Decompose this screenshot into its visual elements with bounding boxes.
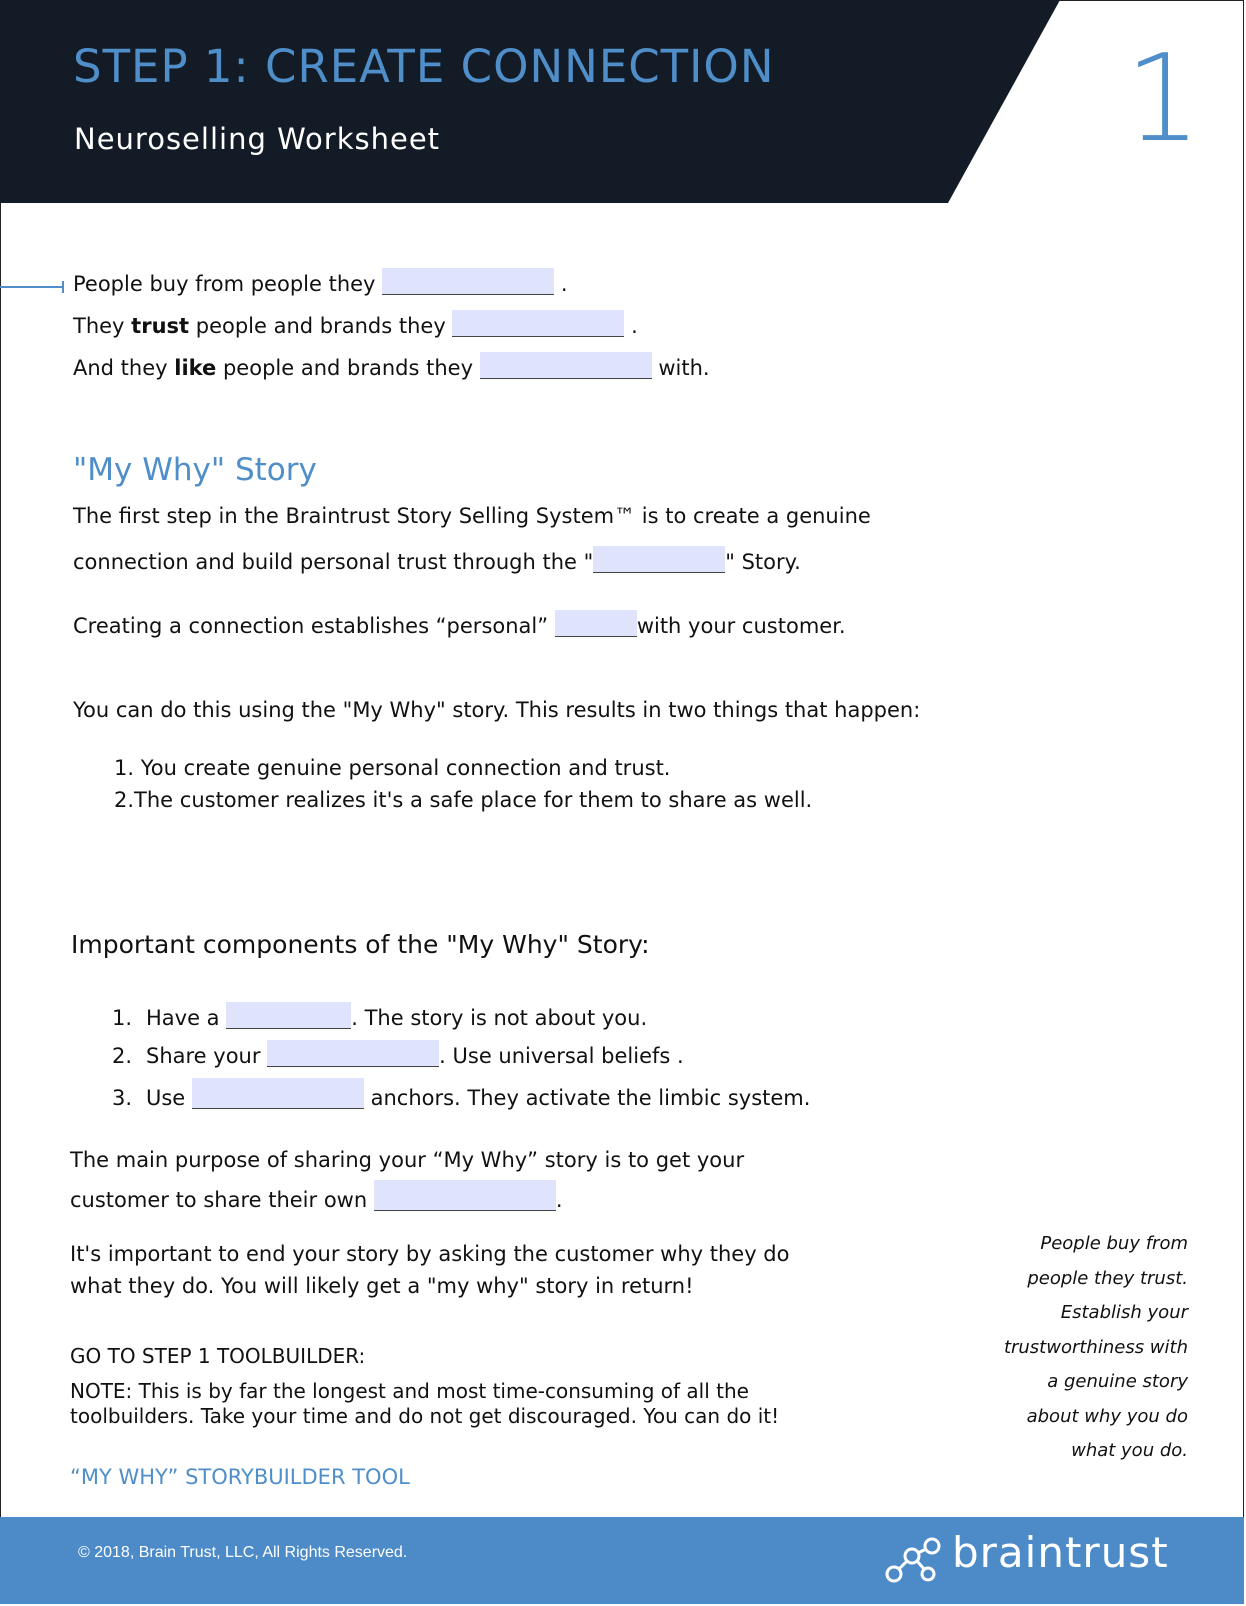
component-item-3: 3. Use anchors. They activate the limbic system. [112, 1078, 810, 1111]
margin-line-tick [62, 281, 64, 293]
intro-line-1: People buy from people they . [73, 268, 568, 297]
step-number: 1 [1125, 30, 1202, 169]
blank-field-my-why[interactable] [593, 546, 725, 573]
storybuilder-tool-link[interactable]: “MY WHY” STORYBUILDER TOOL [70, 1465, 410, 1489]
paragraph-intro-line-2: connection and build personal trust through the " " Story. [73, 546, 801, 575]
section-heading-my-why: "My Why" Story [73, 452, 317, 488]
braintrust-logo-icon [884, 1534, 944, 1586]
ending-line-1: It's important to end your story by asking the customer why they do [70, 1242, 790, 1266]
paragraph-results: You can do this using the "My Why" story. This results in two things that happen: [73, 698, 921, 722]
component-item-1: 1. Have a . The story is not about you. [112, 1002, 647, 1031]
component-item-2: 2. Share your . Use universal beliefs . [112, 1040, 684, 1069]
margin-line [0, 286, 64, 288]
purpose-line-2: customer to share their own . [70, 1180, 563, 1213]
paragraph-connection: Creating a connection establishes “personal” with your customer. [73, 610, 846, 639]
blank-field-like[interactable] [452, 310, 624, 337]
page-subtitle: Neuroselling Worksheet [74, 122, 441, 156]
blank-field-trust-2[interactable] [555, 610, 637, 637]
sidebar-quote: People buy from people they trust. Establish your trustworthiness with a genuine story about why you do what you do. [1003, 1233, 1188, 1461]
paragraph-intro-line-1: The first step in the Braintrust Story Selling System™ is to create a genuine [73, 504, 871, 528]
list-item: 2.The customer realizes it's a safe place for them to share as well. [114, 788, 813, 812]
blank-field-trust[interactable] [382, 268, 554, 295]
blank-field-hero[interactable] [226, 1002, 351, 1029]
intro-line-3: And they like people and brands they with. [73, 352, 710, 381]
note-line-1: NOTE: This is by far the longest and most time-consuming of all the [70, 1379, 749, 1403]
page-title: STEP 1: CREATE CONNECTION [73, 40, 775, 93]
blank-field-values[interactable] [267, 1040, 439, 1067]
copyright-text: © 2018, Brain Trust, LLC, All Rights Reserved. [78, 1544, 408, 1561]
blank-field-connect[interactable] [480, 352, 652, 379]
header-banner [0, 0, 1060, 203]
blank-field-emotional[interactable] [192, 1078, 364, 1109]
section-heading-components: Important components of the "My Why" Story: [71, 930, 650, 959]
brand-name: braintrust [952, 1528, 1169, 1577]
purpose-line-1: The main purpose of sharing your “My Why” story is to get your [70, 1148, 745, 1172]
blank-field-story[interactable] [374, 1180, 556, 1211]
list-item: 1. You create genuine personal connection and trust. [114, 756, 671, 780]
toolbuilder-heading: GO TO STEP 1 TOOLBUILDER: [70, 1344, 366, 1368]
ending-line-2: what they do. You will likely get a "my why" story in return! [70, 1274, 694, 1298]
intro-line-2: They trust people and brands they . [73, 310, 638, 339]
note-line-2: toolbuilders. Take your time and do not get discouraged. You can do it! [70, 1404, 780, 1428]
